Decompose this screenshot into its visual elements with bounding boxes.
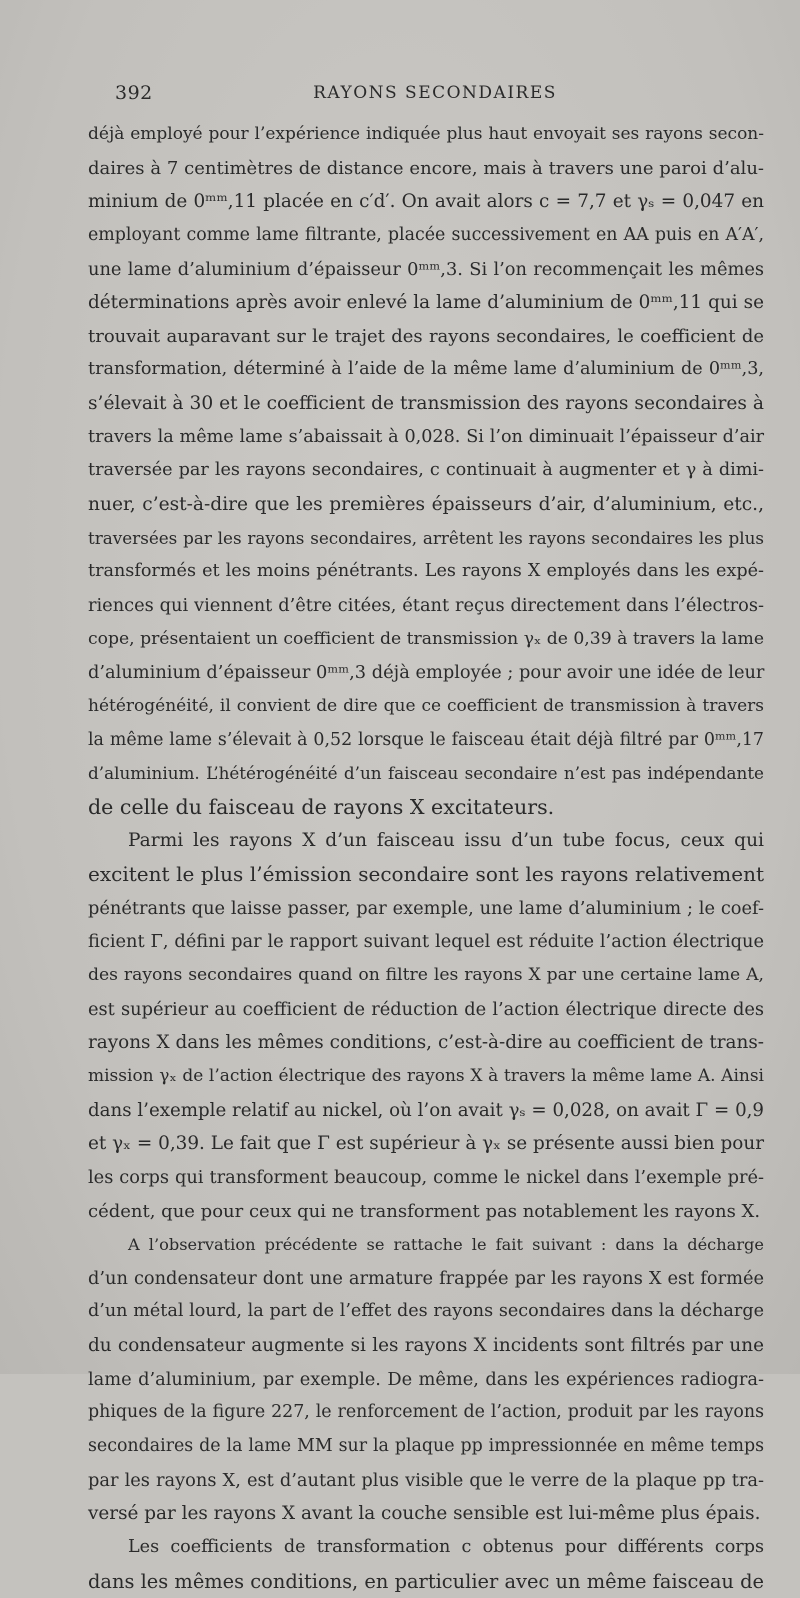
page-number: 392 xyxy=(115,82,153,104)
text-line: hétérogénéité, il convient de dire que ce coefficient de transmission à travers xyxy=(88,695,764,716)
text-line: mission γₓ de l’action électrique des rayons X à travers la même lame A. Ainsi xyxy=(88,1065,764,1086)
text-line: par les rayons X, est d’autant plus visible que le verre de la plaque pp tra- xyxy=(88,1469,764,1491)
text-line: d’un condensateur dont une armature frappée par les rayons X est formée xyxy=(88,1267,764,1289)
running-head: RAYONS SECONDAIRES xyxy=(313,83,557,103)
text-line: Parmi les rayons X d’un faisceau issu d’un tube focus, ceux qui xyxy=(128,830,764,852)
text-line: du condensateur augmente si les rayons X incidents sont filtrés par une xyxy=(88,1335,764,1357)
text-line: travers la même lame s’abaissait à 0,028. Si l’on diminuait l’épaisseur d’air xyxy=(88,426,764,447)
text-line: les corps qui transforment beaucoup, comme le nickel dans l’exemple pré- xyxy=(88,1166,764,1188)
text-line: est supérieur au coefficient de réduction de l’action électrique directe des xyxy=(88,998,764,1020)
text-line: daires à 7 centimètres de distance encore, mais à travers une paroi d’alu- xyxy=(88,157,764,179)
text-line: minium de 0ᵐᵐ,11 placée en c′d′. On avait alors c = 7,7 et γₛ = 0,047 en xyxy=(88,191,764,213)
text-line: d’aluminium. L’hétérogénéité d’un faisceau secondaire n’est pas indépendante xyxy=(88,763,764,784)
text-line: déterminations après avoir enlevé la lame d’aluminium de 0ᵐᵐ,11 qui se xyxy=(88,292,764,314)
text-line: secondaires de la lame MM sur la plaque pp impressionnée en même temps xyxy=(88,1435,764,1456)
text-line: d’un métal lourd, la part de l’effet des rayons secondaires dans la décharge xyxy=(88,1301,764,1322)
text-line: transformation, déterminé à l’aide de la même lame d’aluminium de 0ᵐᵐ,3, xyxy=(88,359,764,380)
text-line: des rayons secondaires quand on filtre les rayons X par une certaine lame A, xyxy=(88,965,764,986)
text-line: ficient Γ, défini par le rapport suivant lequel est réduite l’action électrique xyxy=(88,931,764,953)
text-line: cope, présentaient un coefficient de transmission γₓ de 0,39 à travers la lame xyxy=(88,628,764,649)
text-line: rayons X dans les mêmes conditions, c’est-à-dire au coefficient de trans- xyxy=(88,1032,764,1054)
text-line: transformés et les moins pénétrants. Les rayons X employés dans les expé- xyxy=(88,561,764,582)
text-line: versé par les rayons X avant la couche sensible est lui-même plus épais. xyxy=(88,1503,761,1525)
text-line: dans l’exemple relatif au nickel, où l’on avait γₛ = 0,028, on avait Γ = 0,9 xyxy=(88,1099,764,1121)
text-line: traversée par les rayons secondaires, c continuait à augmenter et γ à dimi- xyxy=(88,460,764,481)
text-line: A l’observation précédente se rattache le fait suivant : dans la décharge xyxy=(128,1235,764,1255)
text-line: une lame d’aluminium d’épaisseur 0ᵐᵐ,3. Si l’on recommençait les mêmes xyxy=(88,258,764,280)
text-line: traversées par les rayons secondaires, arrêtent les rayons secondaires les plus xyxy=(88,527,764,548)
text-line: déjà employé pour l’expérience indiquée plus haut envoyait ses rayons secon- xyxy=(88,124,764,144)
text-line: excitent le plus l’émission secondaire sont les rayons relativement xyxy=(88,862,764,887)
text-line: dans les mêmes conditions, en particulier avec un même faisceau de xyxy=(88,1569,764,1593)
body-text xyxy=(88,118,764,1598)
text-line: pénétrants que laisse passer, par exemple, une lame d’aluminium ; le coef- xyxy=(88,897,764,919)
text-line: la même lame s’élevait à 0,52 lorsque le faisceau était déjà filtré par 0ᵐᵐ,17 xyxy=(88,729,764,750)
text-line: riences qui viennent d’être citées, étant reçus directement dans l’électros- xyxy=(88,594,764,616)
text-line: et γₓ = 0,39. Le fait que Γ est supérieur à γₓ se présente aussi bien pour xyxy=(88,1133,764,1155)
text-line: de celle du faisceau de rayons X excitateurs. xyxy=(88,794,555,819)
text-line: trouvait auparavant sur le trajet des rayons secondaires, le coefficient de xyxy=(88,325,764,347)
text-line: lame d’aluminium, par exemple. De même, dans les expériences radiogra- xyxy=(88,1368,764,1390)
text-line: Les coefficients de transformation c obtenus pour différents corps xyxy=(128,1536,764,1557)
text-line: phiques de la figure 227, le renforcement de l’action, produit par les rayons xyxy=(88,1402,764,1423)
text-line: cédent, que pour ceux qui ne transforment pas notablement les rayons X. xyxy=(88,1200,761,1222)
text-line: s’élevait à 30 et le coefficient de transmission des rayons secondaires à xyxy=(88,393,764,415)
page-header xyxy=(115,82,755,112)
text-line: employant comme lame filtrante, placée successivement en AA puis en A′A′, xyxy=(88,224,764,245)
text-line: nuer, c’est-à-dire que les premières épaisseurs d’air, d’aluminium, etc., xyxy=(88,494,764,516)
text-line: d’aluminium d’épaisseur 0ᵐᵐ,3 déjà employée ; pour avoir une idée de leur xyxy=(88,662,765,684)
